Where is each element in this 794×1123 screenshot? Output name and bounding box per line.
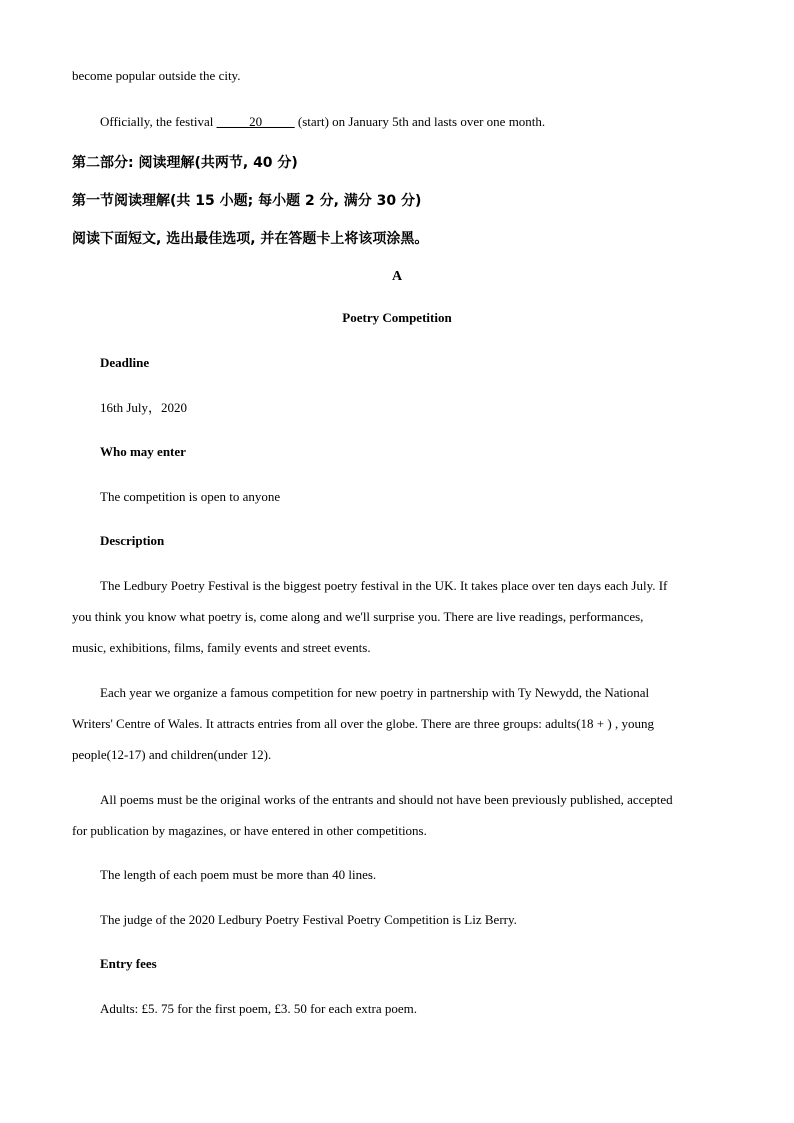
- paragraph-line: you think you know what poetry is, come along and we'll surprise you. There are live readings, performances,: [72, 609, 644, 624]
- passage-letter: A: [391, 269, 403, 284]
- fees-value: Adults: £5. 75 for the first poem, £3. 50 for each extra poem.: [100, 1001, 417, 1016]
- deadline-value: 16th July，2020: [100, 400, 188, 415]
- answer-blank: _____20_____: [216, 114, 295, 129]
- paragraph-line: All poems must be the original works of the entrants and should not have been previously published, accepted: [100, 792, 673, 807]
- paragraph-line: The Ledbury Poetry Festival is the biggest poetry festival in the UK. It takes place over ten days each July. If: [100, 578, 668, 593]
- article-title: Poetry Competition: [342, 310, 452, 325]
- section-heading: 第二部分: 阅读理解(共两节, 40 分): [72, 155, 298, 171]
- paragraph-line: The judge of the 2020 Ledbury Poetry Festival Poetry Competition is Liz Berry.: [100, 912, 517, 927]
- paragraph-line: music, exhibitions, films, family events and street events.: [72, 640, 371, 655]
- text-line: become popular outside the city.: [72, 68, 241, 83]
- fees-heading: Entry fees: [100, 956, 157, 971]
- paragraph-line: The length of each poem must be more than 40 lines.: [100, 867, 377, 882]
- instructions: 阅读下面短文, 选出最佳选项, 并在答题卡上将该项涂黑。: [72, 231, 429, 247]
- paragraph-line: Writers' Centre of Wales. It attracts entries from all over the globe. There are three groups: adults(18 + ) , young: [72, 716, 654, 731]
- who-value: The competition is open to anyone: [100, 489, 281, 504]
- fill-in-sentence: [100, 114, 545, 130]
- description-heading: Description: [100, 533, 165, 548]
- paragraph-line: for publication by magazines, or have entered in other competitions.: [72, 823, 427, 838]
- deadline-heading: Deadline: [100, 355, 150, 370]
- paragraph-line: Each year we organize a famous competition for new poetry in partnership with Ty Newydd, the National: [100, 685, 650, 700]
- who-heading: Who may enter: [100, 444, 186, 459]
- sentence-start: Officially, the festival: [100, 114, 217, 129]
- paragraph-line: people(12-17) and children(under 12).: [72, 747, 272, 762]
- sentence-end: (start) on January 5th and lasts over one month.: [294, 114, 546, 129]
- subsection-heading: 第一节阅读理解(共 15 小题; 每小题 2 分, 满分 30 分): [72, 193, 422, 209]
